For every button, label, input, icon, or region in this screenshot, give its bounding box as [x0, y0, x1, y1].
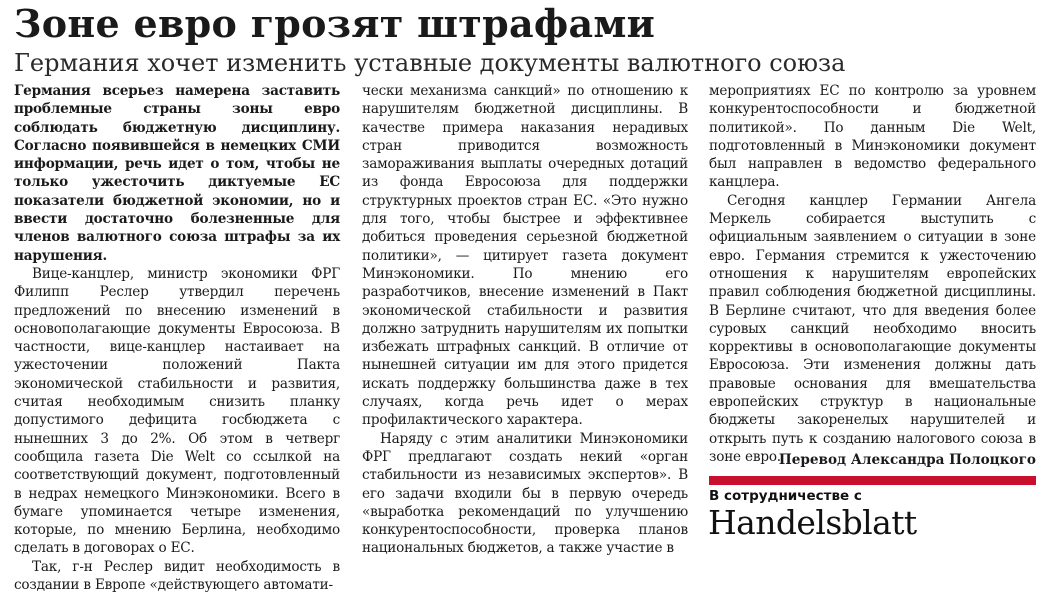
article-column-1 — [14, 82, 340, 594]
article-paragraph: Сегодня канцлер Германии Ангела Меркель собирается выступить с официальным заявлением о ситуации в зоне евро. Германия стремится к ужесточению отношения к нарушителям европейских правил соблюдения бюджетной дисциплины. В Берлине считают, что для введения более суровых санкций необходимо вносить коррективы в основополагающие документы Евросоюза. Эти изменения должны дать правовые основания для вмешательства европейских структур в национальные бюджеты закоренелых нарушителей и открыть путь к созданию налогового союза в зоне евро. — [709, 192, 1036, 465]
article-paragraph: чески механизма санкций» по отношению к нарушителям бюджетной дисциплины. В качестве примера наказания нерадивых стран приводится возможность замораживания выплаты очередных дотаций из фонда Евросоюза для поддержки структурных проектов стран ЕС. «Это нужно для того, чтобы быстрее и эффективнее добиться проведения серьезной бюджетной политики», — цитирует газета документ Минэкономики. По мнению его разработчиков, внесение изменений в Пакт экономической стабильности и развития должно затруднить нарушителям их попытки избежать штрафных санкций. В отличие от нынешней ситуации им для этого придется искать поддержку большинства даже в тех случаях, когда речь идет о мерах профилактического характера. — [362, 83, 688, 429]
handelsblatt-logo: Handelsblatt — [708, 503, 917, 542]
article-headline: Зоне евро грозят штрафами — [14, 1, 656, 46]
article-paragraph: Наряду с этим аналитики Минэкономики ФРГ предлагают создать некий «орган стабильности из независимых экспертов». В его задачи входили бы в первую очередь «выработка рекомендаций по улучшению конкурентоспособности, проверка планов национальных бюджетов, а также участие в — [362, 430, 688, 557]
article-paragraph: Вице-канцлер, министр экономики ФРГ Филипп Реслер утвердил перечень предложений по внесению изменений в основополагающие документы Евросоюза. В частности, вице-канцлер настаивает на ужесточении положений Пакта экономической стабильности и развития, считая необходимым снизить планку допустимого дефицита госбюджета с нынешних 3 до 2%. Об этом в четверг сообщила газета Die Welt со ссылкой на соответствующий документ, подготовленный в недрах немецкого Минэкономики. Всего в бумаге упоминается четыре изменения, которые, по мнению Берлина, необходимо сделать в договорах о ЕС. — [14, 265, 340, 557]
article-paragraph: мероприятиях ЕС по контролю за уровнем конкурентоспособности и бюджетной политикой». По данным Die Welt, подготовленный в Минэкономики документ был направлен в ведомство федерального канцлера. — [709, 83, 1036, 191]
article-paragraph: Так, г-н Реслер видит необходимость в создании в Европе «действующего автомати- — [14, 558, 340, 594]
article-lead: Германия всерьез намерена заставить проблемные страны зоны евро соблюдать бюджетную дисциплину. Согласно появившейся в немецких СМИ информации, речь идет о том, чтобы не только ужесточить диктуемые ЕС показатели бюджетной экономии, но и ввести достаточно болезненные для членов валютного союза штрафы за их нарушения. — [14, 83, 340, 264]
partner-accent-bar — [709, 476, 1036, 485]
article-column-2 — [362, 82, 688, 557]
partner-label: В сотрудничестве с — [709, 488, 862, 504]
article-byline: Перевод Александра Полоцкого — [778, 452, 1036, 468]
article-subheadline: Германия хочет изменить уставные документы валютного союза — [14, 49, 846, 77]
